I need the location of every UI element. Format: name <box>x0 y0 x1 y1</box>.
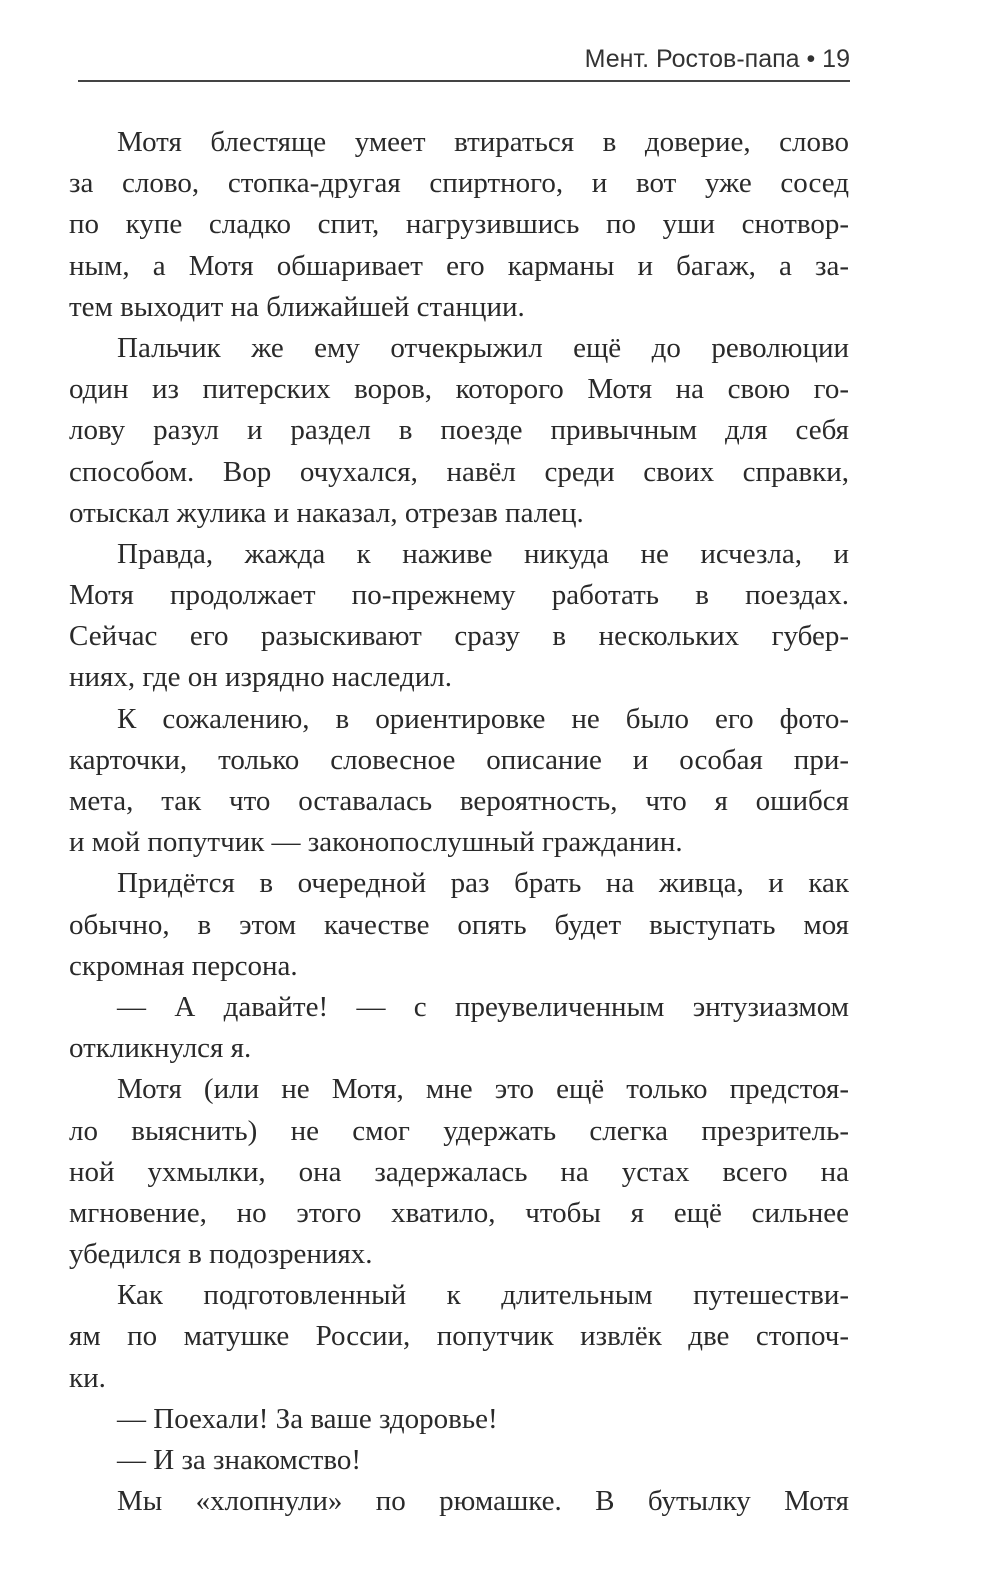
text-line: лову разул и раздел в поезде привычным для себя <box>69 414 849 447</box>
body-text <box>69 122 849 1522</box>
text-line: Как подготовленный к длительным путешестви- <box>117 1279 849 1312</box>
paragraph <box>69 699 849 864</box>
text-line: способом. Вор очухался, навёл среди своих справки, <box>69 455 849 488</box>
text-line: Мы «хлопнули» по рюмашке. В бутылку Мотя <box>117 1485 849 1518</box>
text-line: Пальчик же ему отчекрыжил ещё до революции <box>117 331 849 364</box>
text-line: скромная персона. <box>69 949 298 982</box>
running-header: Мент. Ростов-папа • 19 <box>584 45 850 73</box>
paragraph <box>69 328 849 534</box>
text-line: Мотя продолжает по-прежнему работать в поездах. <box>69 579 849 612</box>
text-line: — И за знакомство! <box>117 1444 361 1476</box>
text-line: за слово, стопка-другая спиртного, и вот уже сосед <box>69 167 849 200</box>
text-line: ной ухмылки, она задержалась на устах всего на <box>69 1155 849 1188</box>
text-line: Придётся в очередной раз брать на живца, и как <box>117 867 849 900</box>
paragraph <box>69 534 849 699</box>
text-line: один из питерских воров, которого Мотя на свою го- <box>69 373 849 406</box>
text-line: убедился в подозрениях. <box>69 1238 373 1271</box>
text-line: мета, так что оставалась вероятность, что я ошибся <box>69 785 849 817</box>
text-line: К сожалению, в ориентировке не было его фото- <box>117 702 849 735</box>
paragraph <box>69 987 849 1069</box>
text-line: Правда, жажда к наживе никуда не исчезла, и <box>117 537 849 570</box>
text-line: ниях, где он изрядно наследил. <box>69 661 453 694</box>
text-line: отыскал жулика и наказал, отрезав палец. <box>69 496 584 529</box>
text-line: карточки, только словесное описание и особая при- <box>69 743 849 776</box>
text-line: ло выяснить) не смог удержать слегка презритель- <box>69 1114 849 1147</box>
text-line: Сейчас его разыскивают сразу в нескольких губер- <box>69 620 849 653</box>
text-line: обычно, в этом качестве опять будет выступать моя <box>69 908 849 941</box>
paragraph <box>69 863 849 987</box>
text-line: ям по матушке России, попутчик извлёк две стопоч- <box>69 1320 849 1353</box>
text-line: ки. <box>69 1361 106 1394</box>
text-line: откликнулся я. <box>69 1032 252 1065</box>
text-line: Мотя (или не Мотя, мне это ещё только предстоя- <box>117 1073 849 1106</box>
paragraph <box>69 1275 849 1399</box>
text-line: ным, а Мотя обшаривает его карманы и багаж, а за- <box>69 249 849 282</box>
text-line: тем выходит на ближайшей станции. <box>69 290 525 323</box>
text-line: Мотя блестяще умеет втираться в доверие, слово <box>117 126 849 158</box>
header-rule <box>78 80 850 82</box>
paragraph <box>69 1481 849 1522</box>
paragraph <box>69 1069 849 1275</box>
text-line: и мой попутчик — законопослушный гражданин. <box>69 826 683 859</box>
paragraph <box>69 1440 849 1481</box>
text-line: — Поехали! За ваше здоровье! <box>117 1402 498 1435</box>
paragraph <box>69 1399 849 1440</box>
text-line: мгновение, но этого хватило, чтобы я ещё сильнее <box>69 1196 849 1229</box>
paragraph <box>69 122 849 328</box>
text-line: — А давайте! — с преувеличенным энтузиазмом <box>117 990 849 1023</box>
text-line: по купе сладко спит, нагрузившись по уши снотвор- <box>69 208 849 241</box>
